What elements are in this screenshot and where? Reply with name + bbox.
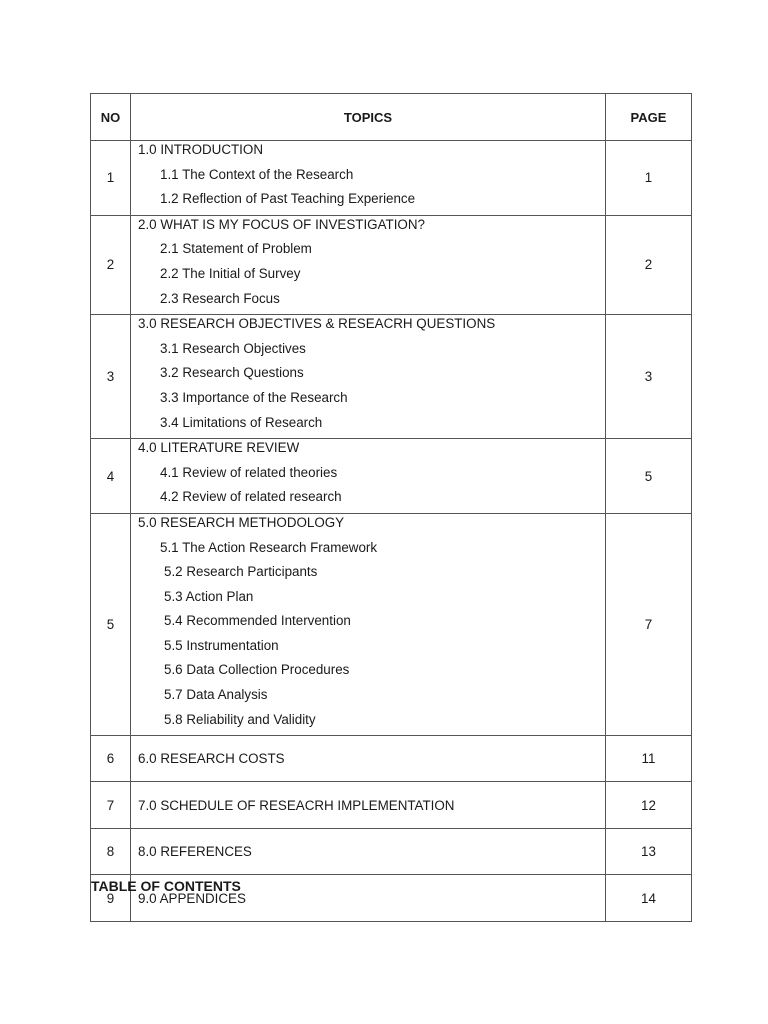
topic-cell	[131, 829, 606, 875]
table-row	[91, 215, 692, 314]
sub-topic: 5.5 Instrumentation	[164, 637, 279, 653]
table-row	[91, 513, 692, 735]
table-row	[91, 315, 692, 439]
main-topic: 1.0 INTRODUCTION	[138, 142, 263, 157]
sub-topic: 3.3 Importance of the Research	[160, 389, 348, 405]
sub-topic: 2.2 The Initial of Survey	[160, 265, 301, 281]
sub-topic: 5.6 Data Collection Procedures	[164, 662, 350, 678]
page-number: 12	[606, 782, 692, 829]
sub-topic: 2.1 Statement of Problem	[160, 241, 312, 257]
sub-topic: 1.2 Reflection of Past Teaching Experience	[160, 191, 416, 207]
row-number: 8	[91, 829, 131, 875]
toc-table	[90, 93, 692, 922]
row-number: 3	[91, 315, 131, 439]
sub-topic: 3.1 Research Objectives	[160, 340, 306, 356]
topic-cell	[131, 315, 606, 439]
table-row	[91, 439, 692, 514]
main-topic: 4.0 LITERATURE REVIEW	[138, 440, 300, 456]
main-topic: 7.0 SCHEDULE OF RESEACRH IMPLEMENTATION	[138, 797, 455, 813]
page-number: 11	[606, 736, 692, 782]
page-number: 14	[606, 875, 692, 922]
table-row	[91, 782, 692, 829]
sub-topic: 3.2 Research Questions	[160, 365, 304, 381]
main-topic: 2.0 WHAT IS MY FOCUS OF INVESTIGATION?	[138, 216, 425, 232]
sub-topic: 2.3 Research Focus	[160, 290, 280, 306]
topic-cell	[131, 513, 606, 735]
header-row	[91, 94, 692, 141]
table-row	[91, 829, 692, 875]
topic-cell	[131, 141, 606, 216]
topic-cell	[131, 736, 606, 782]
row-number: 5	[91, 513, 131, 735]
page-number: 1	[606, 141, 692, 216]
sub-topic: 1.1 The Context of the Research	[160, 166, 354, 182]
main-topic: 5.0 RESEARCH METHODOLOGY	[138, 514, 345, 530]
sub-topic: 5.3 Action Plan	[164, 588, 254, 604]
header-topics: TOPICS	[131, 94, 606, 141]
main-topic: 8.0 REFERENCES	[138, 844, 252, 860]
row-number: 7	[91, 782, 131, 829]
row-number: 9	[91, 875, 131, 922]
row-number: 1	[91, 141, 131, 216]
main-topic: 6.0 RESEARCH COSTS	[138, 751, 285, 767]
header-page: PAGE	[606, 94, 692, 141]
sub-topic: 4.1 Review of related theories	[160, 464, 338, 480]
sub-topic: 5.1 The Action Research Framework	[160, 539, 378, 555]
table-row	[91, 736, 692, 782]
sub-topic: 5.2 Research Participants	[164, 564, 318, 580]
topic-cell	[131, 782, 606, 829]
sub-topic: 4.2 Review of related research	[160, 489, 342, 505]
page-number: 3	[606, 315, 692, 439]
table-caption: TABLE OF CONTENTS	[91, 878, 241, 894]
main-topic: 9.0 APPENDICES	[138, 890, 246, 906]
page-number: 7	[606, 513, 692, 735]
page-number: 5	[606, 439, 692, 514]
topic-cell	[131, 215, 606, 314]
page-number: 13	[606, 829, 692, 875]
row-number: 6	[91, 736, 131, 782]
main-topic: 3.0 RESEARCH OBJECTIVES & RESEACRH QUESTIONS	[138, 316, 496, 332]
table-row	[91, 141, 692, 216]
sub-topic: 5.7 Data Analysis	[164, 687, 268, 703]
sub-topic: 5.8 Reliability and Validity	[164, 711, 316, 727]
page-number: 2	[606, 215, 692, 314]
sub-topic: 5.4 Recommended Intervention	[164, 613, 351, 629]
topic-cell	[131, 439, 606, 514]
header-no: NO	[91, 94, 131, 141]
sub-topic: 3.4 Limitations of Research	[160, 414, 323, 430]
row-number: 2	[91, 215, 131, 314]
row-number: 4	[91, 439, 131, 514]
